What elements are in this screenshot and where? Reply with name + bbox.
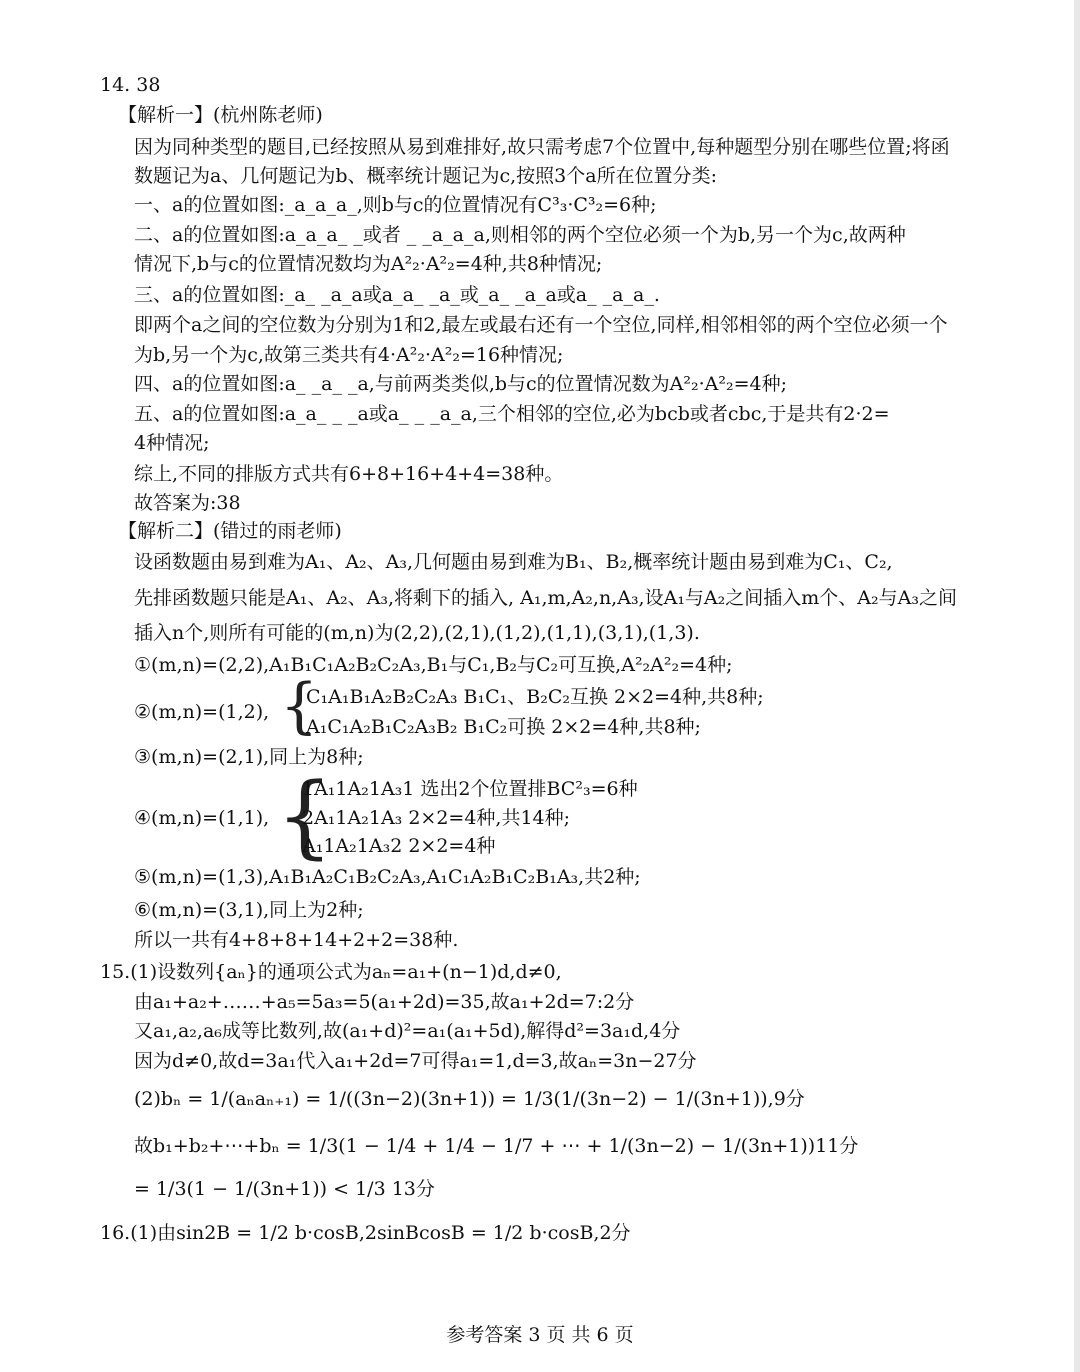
q14-sol1-line: 4种情况;	[134, 432, 210, 454]
q16-line: 16.(1)由sin2B = 1/2 b·cosB,2sinBcosB = 1/2 b·cosB,2分	[100, 1222, 631, 1244]
q15-line: 又a₁,a₂,a₆成等比数列,故(a₁+d)²=a₁(a₁+5d),解得d²=3a₁d,4分	[134, 1020, 681, 1042]
q14-sol1-line: 数题记为a、几何题记为b、概率统计题记为c,按照3个a所在位置分类:	[134, 165, 717, 187]
q14-sol1-line: 三、a的位置如图:_a_ _a_a或a_a_ _a_或_a_ _a_a或a_ _a_a_.	[134, 284, 660, 306]
brace-symbol: {	[280, 671, 319, 741]
case2-label: ②(m,n)=(1,2),	[134, 701, 270, 723]
q14-sol2-line: 先排函数题只能是A₁、A₂、A₃,将剩下的插入, A₁,m,A₂,n,A₃,设A₁与A₂之间插入m个、A₂与A₃之间	[134, 587, 957, 609]
q14-solution2-header: 【解析二】(错过的雨老师)	[118, 520, 342, 542]
q14-sol1-line: 一、a的位置如图:_a_a_a_,则b与c的位置情况有C³₃·C³₂=6种;	[134, 194, 657, 216]
q14-answer: 14. 38	[100, 74, 161, 96]
q14-sol1-line: 四、a的位置如图:a_ _a_ _a,与前两类类似,b与c的位置情况数为A²₂·A²₂=4种;	[134, 373, 788, 395]
page-footer: 参考答案 3 页 共 6 页	[446, 1324, 634, 1346]
q15-line: 故b₁+b₂+⋯+bₙ = 1/3(1 − 1/4 + 1/4 − 1/7 + ⋯ + 1/(3n−2) − 1/(3n+1))11分	[134, 1135, 859, 1157]
case5-line: ⑤(m,n)=(1,3),A₁B₁A₂C₁B₂C₂A₃,A₁C₁A₂B₁C₂B₁A₃,共2种;	[134, 866, 641, 888]
q14-total: 所以一共有4+8+8+14+2+2=38种.	[134, 929, 459, 951]
q14-sol2-line: 设函数题由易到难为A₁、A₂、A₃,几何题由易到难为B₁、B₂,概率统计题由易到难为C₁、C₂,	[134, 551, 893, 573]
case4-label: ④(m,n)=(1,1),	[134, 807, 270, 829]
q14-solution1-header: 【解析一】(杭州陈老师)	[118, 104, 323, 126]
scan-edge	[1074, 0, 1080, 1372]
case4-row: 1A₁1A₂1A₃1 选出2个位置排BC²₃=6种	[302, 778, 638, 800]
q14-sol1-line: 情况下,b与c的位置情况数均为A²₂·A²₂=4种,共8种情况;	[134, 253, 603, 275]
q15-line: (2)bₙ = 1/(aₙaₙ₊₁) = 1/((3n−2)(3n+1)) = 1/3(1/(3n−2) − 1/(3n+1)),9分	[134, 1088, 805, 1110]
q14-sol1-line: 故答案为:38	[134, 492, 241, 514]
q14-sol1-line: 综上,不同的排版方式共有6+8+16+4+4=38种。	[134, 463, 564, 485]
case6-line: ⑥(m,n)=(3,1),同上为2种;	[134, 899, 364, 921]
brace-symbol: {	[276, 764, 334, 869]
q14-sol1-line: 为b,另一个为c,故第三类共有4·A²₂·A²₂=16种情况;	[134, 344, 564, 366]
case4-row: A₁1A₂1A₃2 2×2=4种	[302, 835, 496, 857]
case2-row: C₁A₁B₁A₂B₂C₂A₃ B₁C₁、B₂C₂互换 2×2=4种,共8种;	[306, 686, 764, 708]
q14-sol2-line: 插入n个,则所有可能的(m,n)为(2,2),(2,1),(1,2),(1,1),(3,1),(1,3).	[134, 622, 700, 644]
case3-line: ③(m,n)=(2,1),同上为8种;	[134, 746, 364, 768]
q14-sol1-line: 二、a的位置如图:a_a_a_ _或者 _ _a_a_a,则相邻的两个空位必须一个为b,另一个为c,故两种	[134, 224, 906, 246]
q14-sol1-line: 五、a的位置如图:a_a_ _ _a或a_ _ _a_a,三个相邻的空位,必为bcb或者cbc,于是共有2·2=	[134, 403, 890, 425]
case2-row: A₁C₁A₂B₁C₂A₃B₂ B₁C₂可换 2×2=4种,共8种;	[306, 716, 701, 738]
case4-row: 2A₁1A₂1A₃ 2×2=4种,共14种;	[302, 807, 571, 829]
q14-sol2-line: ①(m,n)=(2,2),A₁B₁C₁A₂B₂C₂A₃,B₁与C₁,B₂与C₂可互换,A²₂A²₂=4种;	[134, 654, 733, 676]
q15-line: 15.(1)设数列{aₙ}的通项公式为aₙ=a₁+(n−1)d,d≠0,	[100, 961, 562, 983]
q15-line: 由a₁+a₂+……+a₅=5a₃=5(a₁+2d)=35,故a₁+2d=7:2分	[134, 991, 635, 1013]
q15-line: 因为d≠0,故d=3a₁代入a₁+2d=7可得a₁=1,d=3,故aₙ=3n−27分	[134, 1050, 697, 1072]
q14-sol1-line: 即两个a之间的空位数为分别为1和2,最左或最右还有一个空位,同样,相邻相邻的两个空位必须一个	[134, 314, 948, 336]
q15-line: = 1/3(1 − 1/(3n+1)) < 1/3 13分	[134, 1178, 435, 1200]
q14-sol1-line: 因为同种类型的题目,已经按照从易到难排好,故只需考虑7个位置中,每种题型分别在哪些位置;将函	[134, 136, 950, 158]
